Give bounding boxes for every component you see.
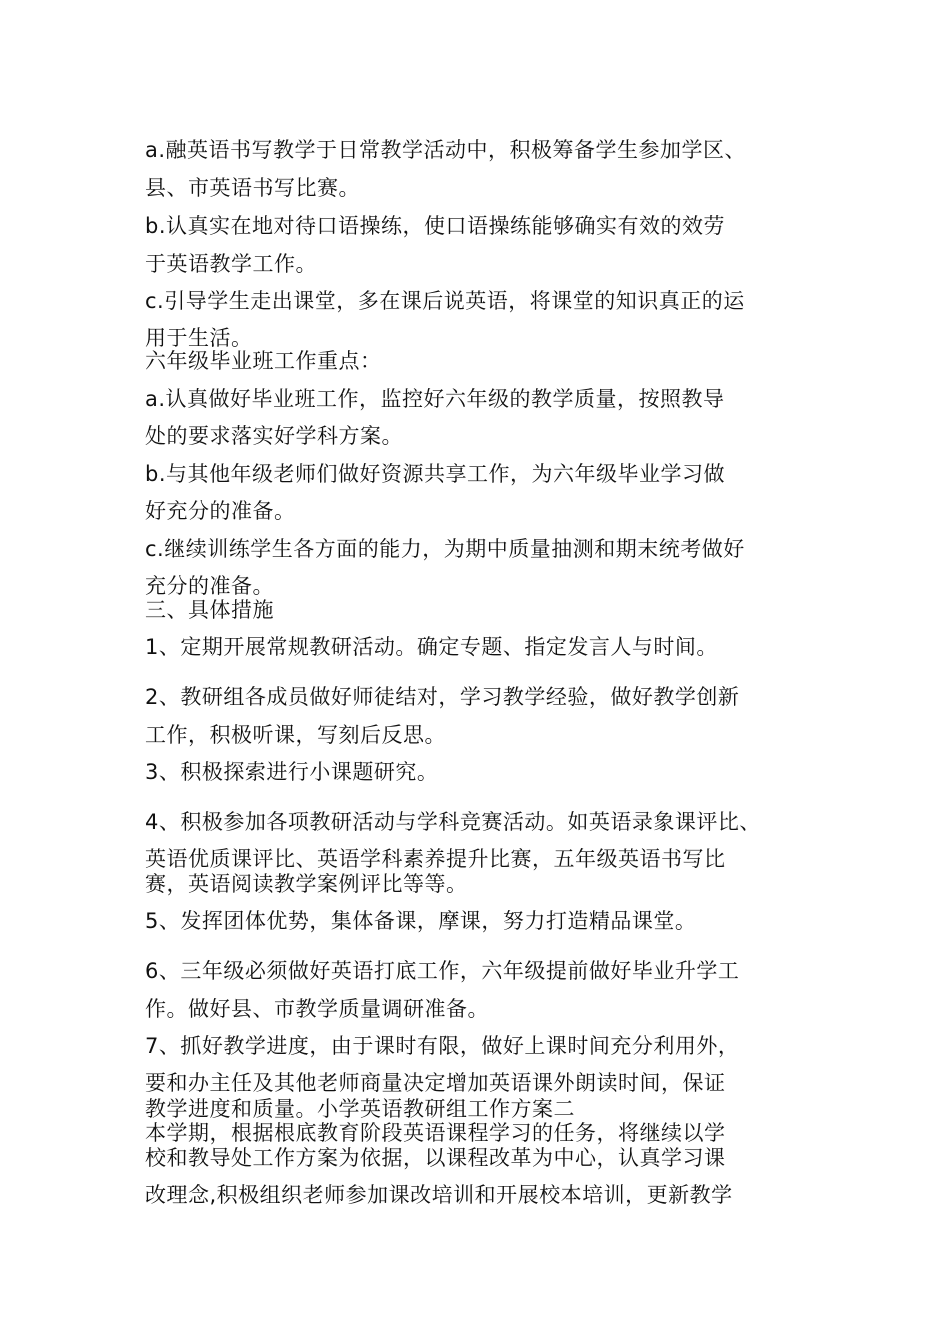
text-line: 赛，英语阅读教学案例评比等等。 [145,872,468,896]
text-line: 处的要求落实好学科方案。 [145,424,403,448]
text-line: 3、积极探索进行小课题研究。 [145,760,439,784]
text-line: 英语优质课评比、英语学科素养提升比赛，五年级英语书写比 [145,847,726,871]
text-line: 5、发挥团体优势，集体备课，摩课，努力打造精品课堂。 [145,909,697,933]
section-heading: 三、具体措施 [145,598,274,622]
text-line: 于英语教学工作。 [145,252,317,276]
text-line: a.认真做好毕业班工作，监控好六年级的教学质量，按照教导 [145,387,725,411]
text-line: 县、市英语书写比赛。 [145,176,360,200]
text-line: c.继续训练学生各方面的能力，为期中质量抽测和期末统考做好 [145,537,745,561]
text-line: 1、定期开展常规教研活动。确定专题、指定发言人与时间。 [145,635,718,659]
text-line: 作。做好县、市教学质量调研准备。 [145,997,489,1021]
text-line: 本学期，根据根底教育阶段英语课程学习的任务，将继续以学 [145,1121,726,1145]
text-line: 6、三年级必须做好英语打底工作，六年级提前做好毕业升学工 [145,959,740,983]
text-line: a.融英语书写教学于日常教学活动中，积极筹备学生参加学区、 [145,138,747,162]
text-line: b.与其他年级老师们做好资源共享工作，为六年级毕业学习做 [145,462,726,486]
section-heading: 六年级毕业班工作重点： [145,349,382,373]
text-line: 校和教导处工作方案为依据，以课程改革为中心，认真学习课 [145,1146,726,1170]
text-line: 工作，积极听课，写刻后反思。 [145,723,446,747]
text-line: 教学进度和质量。小学英语教研组工作方案二 [145,1097,575,1121]
text-line: 改理念,积极组织老师参加课改培训和开展校本培训，更新教学 [145,1183,733,1207]
text-line: 2、教研组各成员做好师徒结对，学习教学经验，做好教学创新 [145,685,740,709]
text-line: 7、抓好教学进度，由于课时有限，做好上课时间充分利用外， [145,1034,740,1058]
text-line: 好充分的准备。 [145,499,296,523]
text-line: 要和办主任及其他老师商量决定增加英语课外朗读时间，保证 [145,1071,726,1095]
text-line: 充分的准备。 [145,574,274,598]
text-line: b.认真实在地对待口语操练，使口语操练能够确实有效的效劳 [145,214,726,238]
text-line: 用于生活。 [145,326,253,350]
text-line: 4、积极参加各项教研活动与学科竞赛活动。如英语录象课评比、 [145,810,761,834]
text-line: c.引导学生走出课堂，多在课后说英语，将课堂的知识真正的运 [145,289,745,313]
